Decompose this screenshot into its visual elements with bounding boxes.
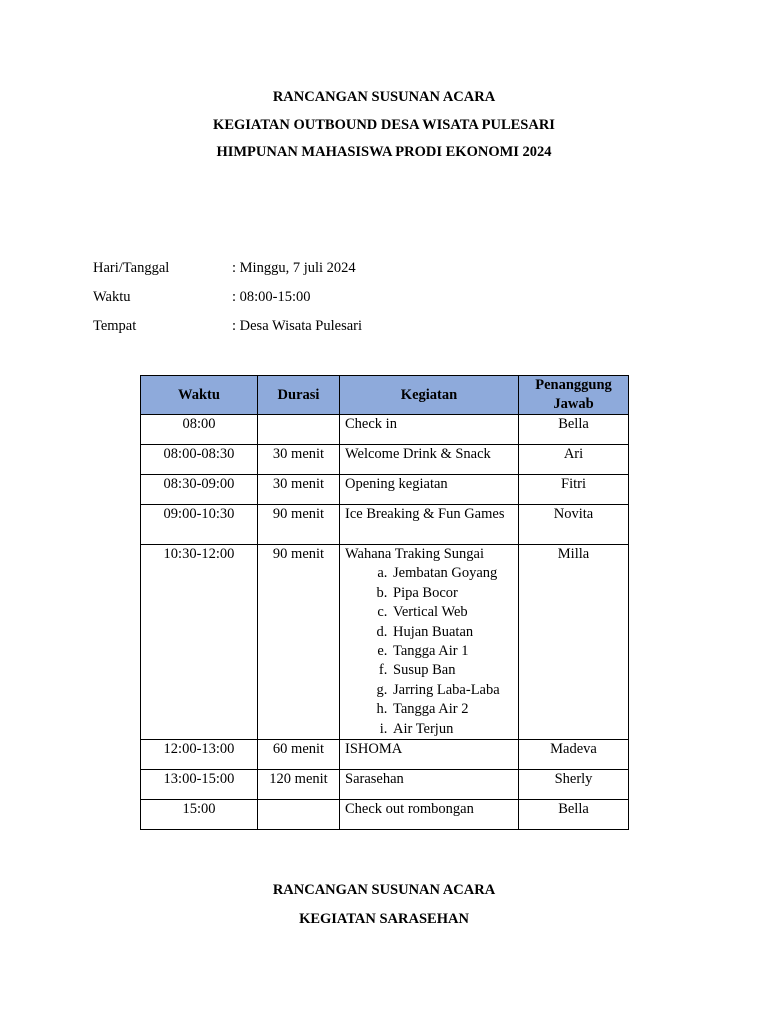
cell-pic: Ari	[519, 445, 629, 475]
header-waktu: Waktu	[141, 376, 258, 415]
cell-duration	[258, 800, 340, 830]
info-label: Waktu	[93, 289, 131, 305]
section-subtitle: KEGIATAN SARASEHAN	[299, 911, 469, 927]
table-row	[141, 475, 629, 505]
schedule-table	[140, 375, 629, 830]
info-value: : 08:00-15:00	[232, 289, 311, 305]
cell-time: 15:00	[141, 800, 258, 830]
organizer-title: HIMPUNAN MAHASISWA PRODI EKONOMI 2024	[216, 144, 552, 160]
table-row	[141, 740, 629, 770]
table-row	[141, 505, 629, 545]
section-title: RANCANGAN SUSUNAN ACARA	[272, 882, 496, 898]
header-kegiatan: Kegiatan	[340, 376, 519, 415]
cell-duration: 30 menit	[258, 475, 340, 505]
cell-pic: Sherly	[519, 770, 629, 800]
cell-time: 09:00-10:30	[141, 505, 258, 545]
list-item: c. Vertical Web	[391, 603, 513, 622]
cell-duration: 120 menit	[258, 770, 340, 800]
table-row	[141, 800, 629, 830]
cell-duration: 90 menit	[258, 505, 340, 545]
table-row	[141, 545, 629, 740]
cell-duration	[258, 415, 340, 445]
table-row	[141, 415, 629, 445]
header-durasi: Durasi	[258, 376, 340, 415]
info-value: : Desa Wisata Pulesari	[232, 318, 363, 334]
list-item: f. Susup Ban	[391, 661, 513, 680]
cell-time: 10:30-12:00	[141, 545, 258, 740]
info-label: Tempat	[93, 318, 137, 334]
cell-activity	[340, 545, 519, 740]
cell-pic: Milla	[519, 545, 629, 740]
cell-activity: Ice Breaking & Fun Games	[340, 505, 519, 545]
list-item: b. Pipa Bocor	[391, 584, 513, 603]
cell-pic: Bella	[519, 800, 629, 830]
cell-time: 08:00-08:30	[141, 445, 258, 475]
cell-activity: Check out rombongan	[340, 800, 519, 830]
header-penanggung-jawab: Penanggung Jawab	[519, 376, 629, 415]
list-item: e. Tangga Air 1	[391, 642, 513, 661]
cell-activity: Check in	[340, 415, 519, 445]
cell-activity: Welcome Drink & Snack	[340, 445, 519, 475]
list-item: a. Jembatan Goyang	[391, 564, 513, 583]
cell-time: 08:00	[141, 415, 258, 445]
table-row	[141, 445, 629, 475]
cell-pic: Bella	[519, 415, 629, 445]
activity-sublist	[345, 564, 513, 739]
activity-title: Wahana Traking Sungai	[345, 546, 484, 562]
event-title: KEGIATAN OUTBOUND DESA WISATA PULESARI	[213, 117, 555, 133]
cell-time: 13:00-15:00	[141, 770, 258, 800]
cell-pic: Fitri	[519, 475, 629, 505]
cell-activity: ISHOMA	[340, 740, 519, 770]
list-item: i. Air Terjun	[391, 720, 513, 739]
cell-duration: 30 menit	[258, 445, 340, 475]
cell-time: 08:30-09:00	[141, 475, 258, 505]
info-value: : Minggu, 7 juli 2024	[232, 260, 356, 276]
info-label: Hari/Tanggal	[93, 260, 170, 276]
cell-pic: Madeva	[519, 740, 629, 770]
cell-activity: Opening kegiatan	[340, 475, 519, 505]
list-item: h. Tangga Air 2	[391, 700, 513, 719]
document-title: RANCANGAN SUSUNAN ACARA	[272, 89, 496, 105]
cell-duration: 90 menit	[258, 545, 340, 740]
cell-duration: 60 menit	[258, 740, 340, 770]
list-item: g. Jarring Laba-Laba	[391, 681, 513, 700]
list-item: d. Hujan Buatan	[391, 623, 513, 642]
table-header-row	[141, 376, 629, 415]
cell-activity: Sarasehan	[340, 770, 519, 800]
cell-time: 12:00-13:00	[141, 740, 258, 770]
cell-pic: Novita	[519, 505, 629, 545]
table-row	[141, 770, 629, 800]
